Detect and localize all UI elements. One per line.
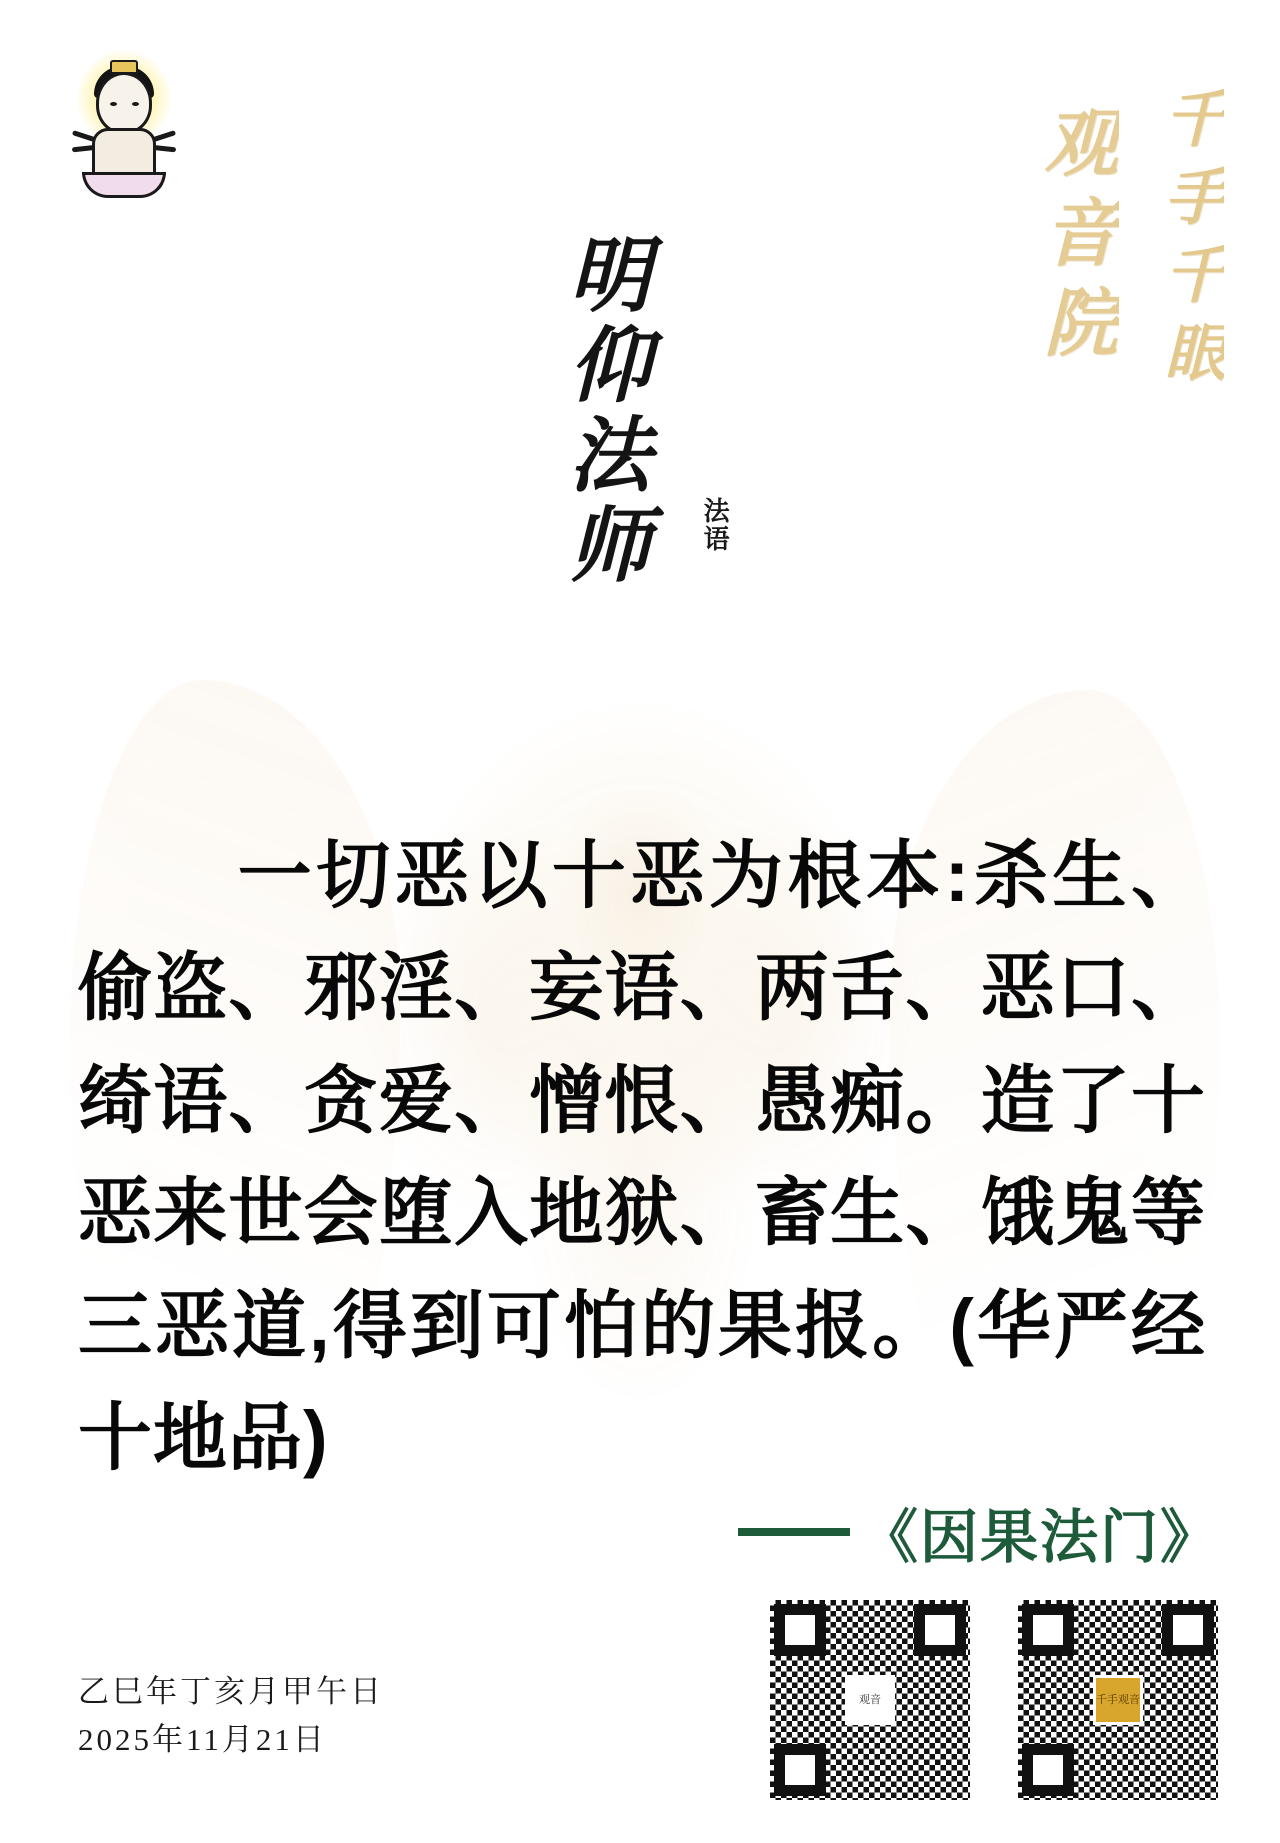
source-attribution bbox=[738, 1490, 1220, 1574]
gregorian-date: 2025年11月21日 bbox=[78, 1722, 327, 1758]
qr-finder-icon bbox=[1022, 1744, 1074, 1796]
qr-code-group bbox=[770, 1600, 1218, 1800]
gold-calligraphy-column-2: 观音院 bbox=[1033, 104, 1115, 374]
lotus-base-icon bbox=[82, 172, 166, 198]
date-block bbox=[78, 1668, 384, 1764]
qr-center-label: 千手观音 bbox=[1093, 1675, 1143, 1725]
qr-code-right[interactable] bbox=[1018, 1600, 1218, 1800]
source-label: 《因果法门》 bbox=[859, 1505, 1220, 1570]
gold-calligraphy-column-1: 千手千眼 bbox=[1155, 86, 1223, 398]
qr-center-label: 观音 bbox=[845, 1675, 895, 1725]
buddha-avatar-icon bbox=[70, 48, 178, 198]
gold-calligraphy bbox=[1021, 86, 1234, 398]
eye-left-icon bbox=[110, 102, 117, 106]
master-name: 明仰法师 bbox=[557, 232, 649, 592]
lunar-date: 乙巳年丁亥月甲午日 bbox=[78, 1674, 384, 1709]
qr-finder-icon bbox=[774, 1744, 826, 1796]
qr-code-left[interactable] bbox=[770, 1600, 970, 1800]
master-subtitle: 法语 bbox=[700, 497, 730, 553]
dash-icon bbox=[738, 1528, 850, 1536]
quote-body: 一切恶以十恶为根本:杀生、偷盗、邪淫、妄语、两舌、恶口、绮语、贪爱、憎恨、愚痴。造了十恶来世会堕入地狱、畜生、饿鬼等三恶道,得到可怕的果报。(华严经十地品) bbox=[78, 834, 1206, 1480]
head-shape bbox=[96, 72, 152, 134]
eye-right-icon bbox=[132, 102, 139, 106]
quote-text bbox=[78, 820, 1206, 1495]
